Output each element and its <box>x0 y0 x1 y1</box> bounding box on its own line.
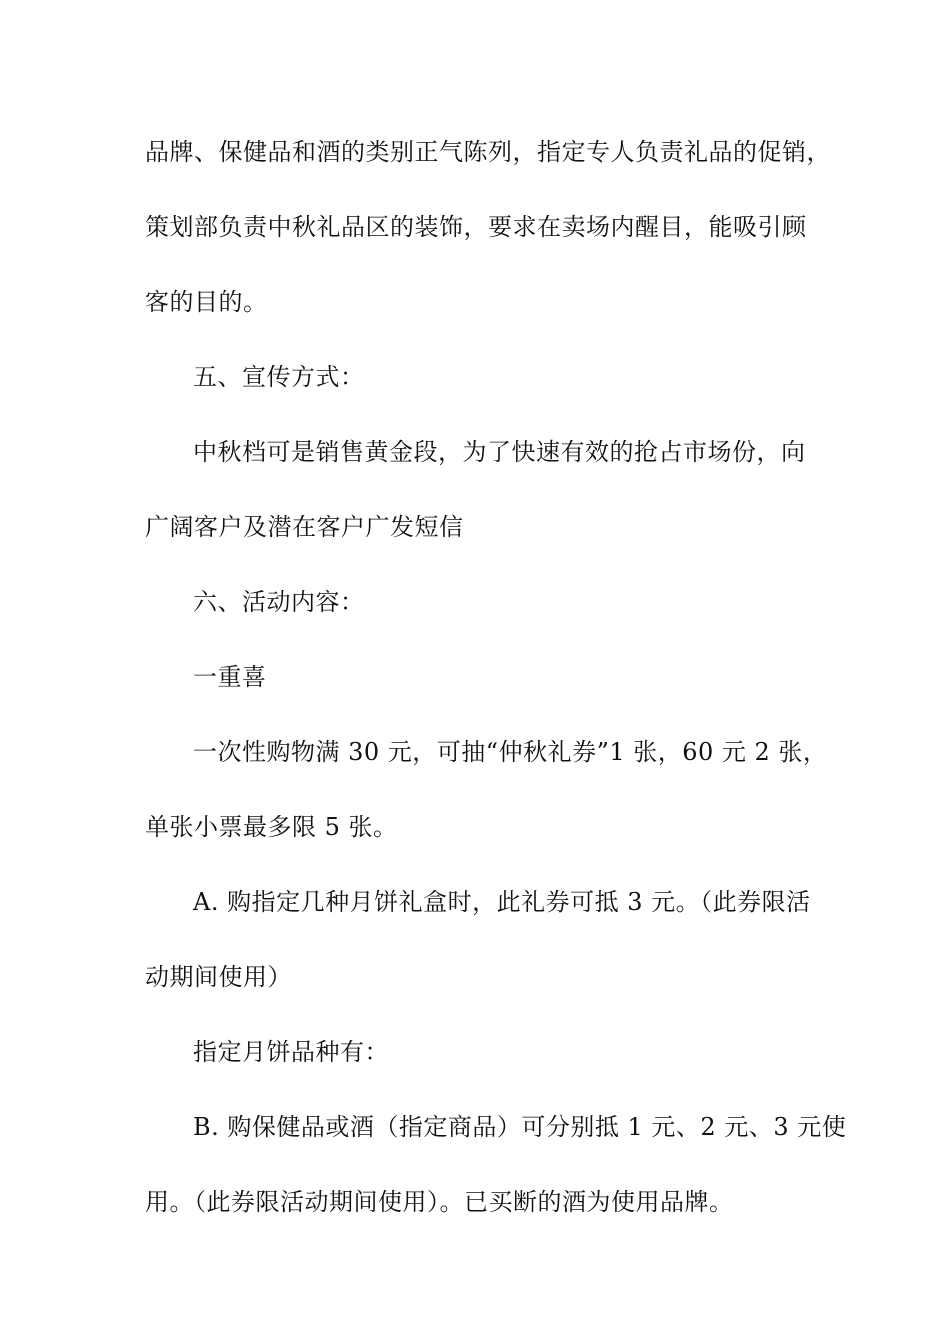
text-line-3: 客的目的。 <box>145 288 268 316</box>
text-line-2: 策划部负责中秋礼品区的装饰，要求在卖场内醒目，能吸引顾 <box>145 213 807 241</box>
subheading-first-joy: 一重喜 <box>193 663 267 691</box>
text-line-5: 中秋档可是销售黄金段，为了快速有效的抢占市场份，向 <box>193 438 806 466</box>
text-line-1: 品牌、保健品和酒的类别正气陈列，指定专人负责礼品的促销， <box>145 138 831 166</box>
text-line-14: B. 购保健品或酒（指定商品）可分别抵 1 元、2 元、3 元使 <box>193 1113 847 1141</box>
text-line-15: 用。（此券限活动期间使用）。已买断的酒为使用品牌。 <box>145 1188 734 1216</box>
text-line-12: 动期间使用） <box>145 963 292 991</box>
text-line-9: 一次性购物满 30 元，可抽“仲秋礼券”1 张，60 元 2 张， <box>193 738 828 766</box>
text-line-10: 单张小票最多限 5 张。 <box>145 813 398 841</box>
text-line-13: 指定月饼品种有： <box>193 1038 389 1066</box>
text-line-6: 广阔客户及潜在客户广发短信 <box>145 513 464 541</box>
section-heading-publicity: 五、宣传方式： <box>193 363 365 391</box>
section-heading-activities: 六、活动内容： <box>193 588 365 616</box>
text-line-11: A. 购指定几种月饼礼盒时，此礼券可抵 3 元。（此券限活 <box>193 888 811 916</box>
